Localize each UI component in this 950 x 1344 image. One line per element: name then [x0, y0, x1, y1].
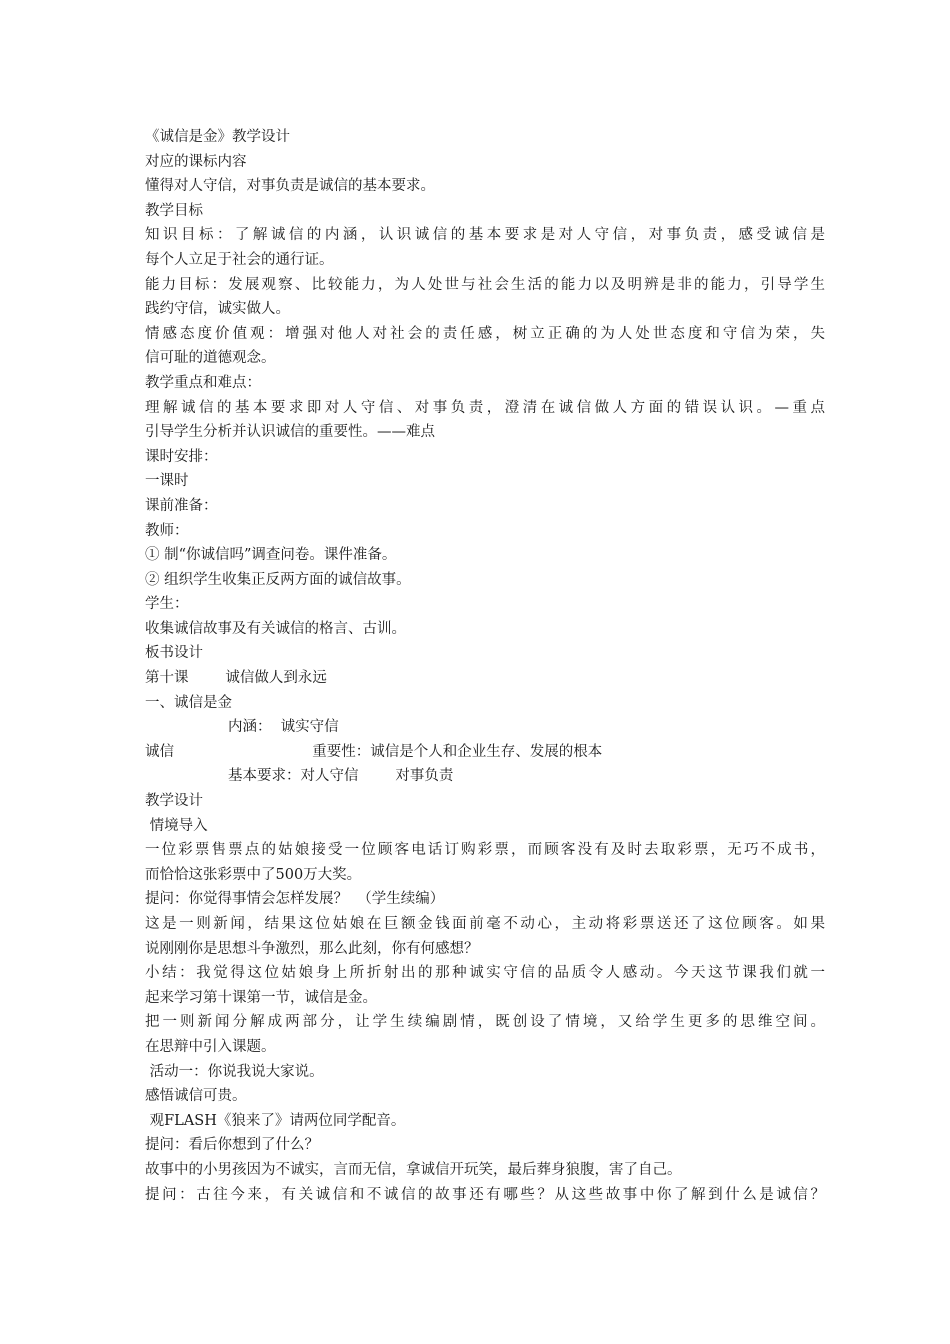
text-line: 知识目标：了解诚信的内涵，认识诚信的基本要求是对人守信，对事负责，感受诚信是 — [145, 227, 825, 244]
section-heading: 教学目标 — [145, 202, 203, 219]
text-line: 把一则新闻分解成两部分，让学生续编剧情，既创设了情境，又给学生更多的思维空间。 — [145, 1014, 825, 1031]
text-line: 懂得对人守信，对事负责是诚信的基本要求。 — [145, 178, 435, 195]
board-lesson-title: 第十课 诚信做人到永远 — [145, 670, 327, 687]
section-heading: 课时安排： — [145, 448, 218, 465]
section-heading: 课前准备： — [145, 497, 218, 514]
text-line: 一位彩票售票点的姑娘接受一位顾客电话订购彩票，而顾客没有及时去取彩票，无巧不成书， — [145, 842, 825, 859]
text-line: 学生： — [145, 596, 189, 613]
text-line: 提问：看后你想到了什么？ — [145, 1137, 319, 1154]
text-line: 一课时 — [145, 473, 189, 490]
text-line: 引导学生分析并认识诚信的重要性。——难点 — [145, 424, 435, 441]
board-section-title: 一、诚信是金 — [145, 694, 232, 711]
text-line: 收集诚信故事及有关诚信的格言、古训。 — [145, 620, 406, 637]
board-item: 诚信 重要性：诚信是个人和企业生存、发展的根本 — [145, 743, 603, 760]
text-line: 小结：我觉得这位姑娘身上所折射出的那种诚实守信的品质令人感动。今天这节课我们就一 — [145, 965, 825, 982]
section-heading: 板书设计 — [145, 645, 203, 662]
text-line: 提问：你觉得事情会怎样发展？ （学生续编） — [145, 891, 445, 908]
list-item: ② 组织学生收集正反两方面的诚信故事。 — [145, 571, 411, 588]
document-title: 《诚信是金》教学设计 — [145, 129, 290, 145]
list-item: ① 制“你诚信吗”调查问卷。课件准备。 — [145, 547, 397, 564]
text-line: 能力目标：发展观察、比较能力，为人处世与社会生活的能力以及明辨是非的能力，引导学生 — [145, 276, 825, 293]
text-line: 说刚刚你是思想斗争激烈，那么此刻，你有何感想？ — [145, 940, 479, 957]
board-item: 基本要求：对人守信 对事负责 — [145, 768, 454, 785]
text-line: 而恰恰这张彩票中了500万大奖。 — [145, 866, 362, 883]
text-line: 起来学习第十课第一节，诚信是金。 — [145, 989, 377, 1006]
text-line: 提问：古往今来，有关诚信和不诚信的故事还有哪些？从这些故事中你了解到什么是诚信？ — [145, 1186, 825, 1203]
text-line: 情感态度价值观：增强对他人对社会的责任感，树立正确的为人处世态度和守信为荣，失 — [145, 325, 825, 342]
document-page — [145, 125, 825, 1207]
subsection-heading: 情境导入 — [145, 817, 208, 834]
board-item: 内涵： 诚实守信 — [145, 719, 339, 736]
text-line: 在思辩中引入课题。 — [145, 1038, 276, 1055]
section-heading: 教学重点和难点： — [145, 374, 261, 391]
text-line: 教师： — [145, 522, 189, 539]
text-line: 信可耻的道德观念。 — [145, 350, 276, 367]
text-line: 践约守信，诚实做人。 — [145, 301, 290, 318]
section-heading: 对应的课标内容 — [145, 153, 247, 170]
text-line: 感悟诚信可贵。 — [145, 1088, 247, 1105]
section-heading: 教学设计 — [145, 793, 203, 810]
text-line: 这是一则新闻，结果这位姑娘在巨额金钱面前毫不动心，主动将彩票送还了这位顾客。如果 — [145, 916, 825, 932]
text-line: 观FLASH《狼来了》请两位同学配音。 — [145, 1112, 406, 1129]
text-line: 故事中的小男孩因为不诚实，言而无信，拿诚信开玩笑，最后葬身狼腹，害了自己。 — [145, 1161, 682, 1178]
text-line: 每个人立足于社会的通行证。 — [145, 251, 334, 268]
text-line: 理解诚信的基本要求即对人守信、对事负责，澄清在诚信做人方面的错误认识。—重点 — [145, 399, 825, 416]
subsection-heading: 活动一：你说我说大家说。 — [145, 1063, 324, 1080]
